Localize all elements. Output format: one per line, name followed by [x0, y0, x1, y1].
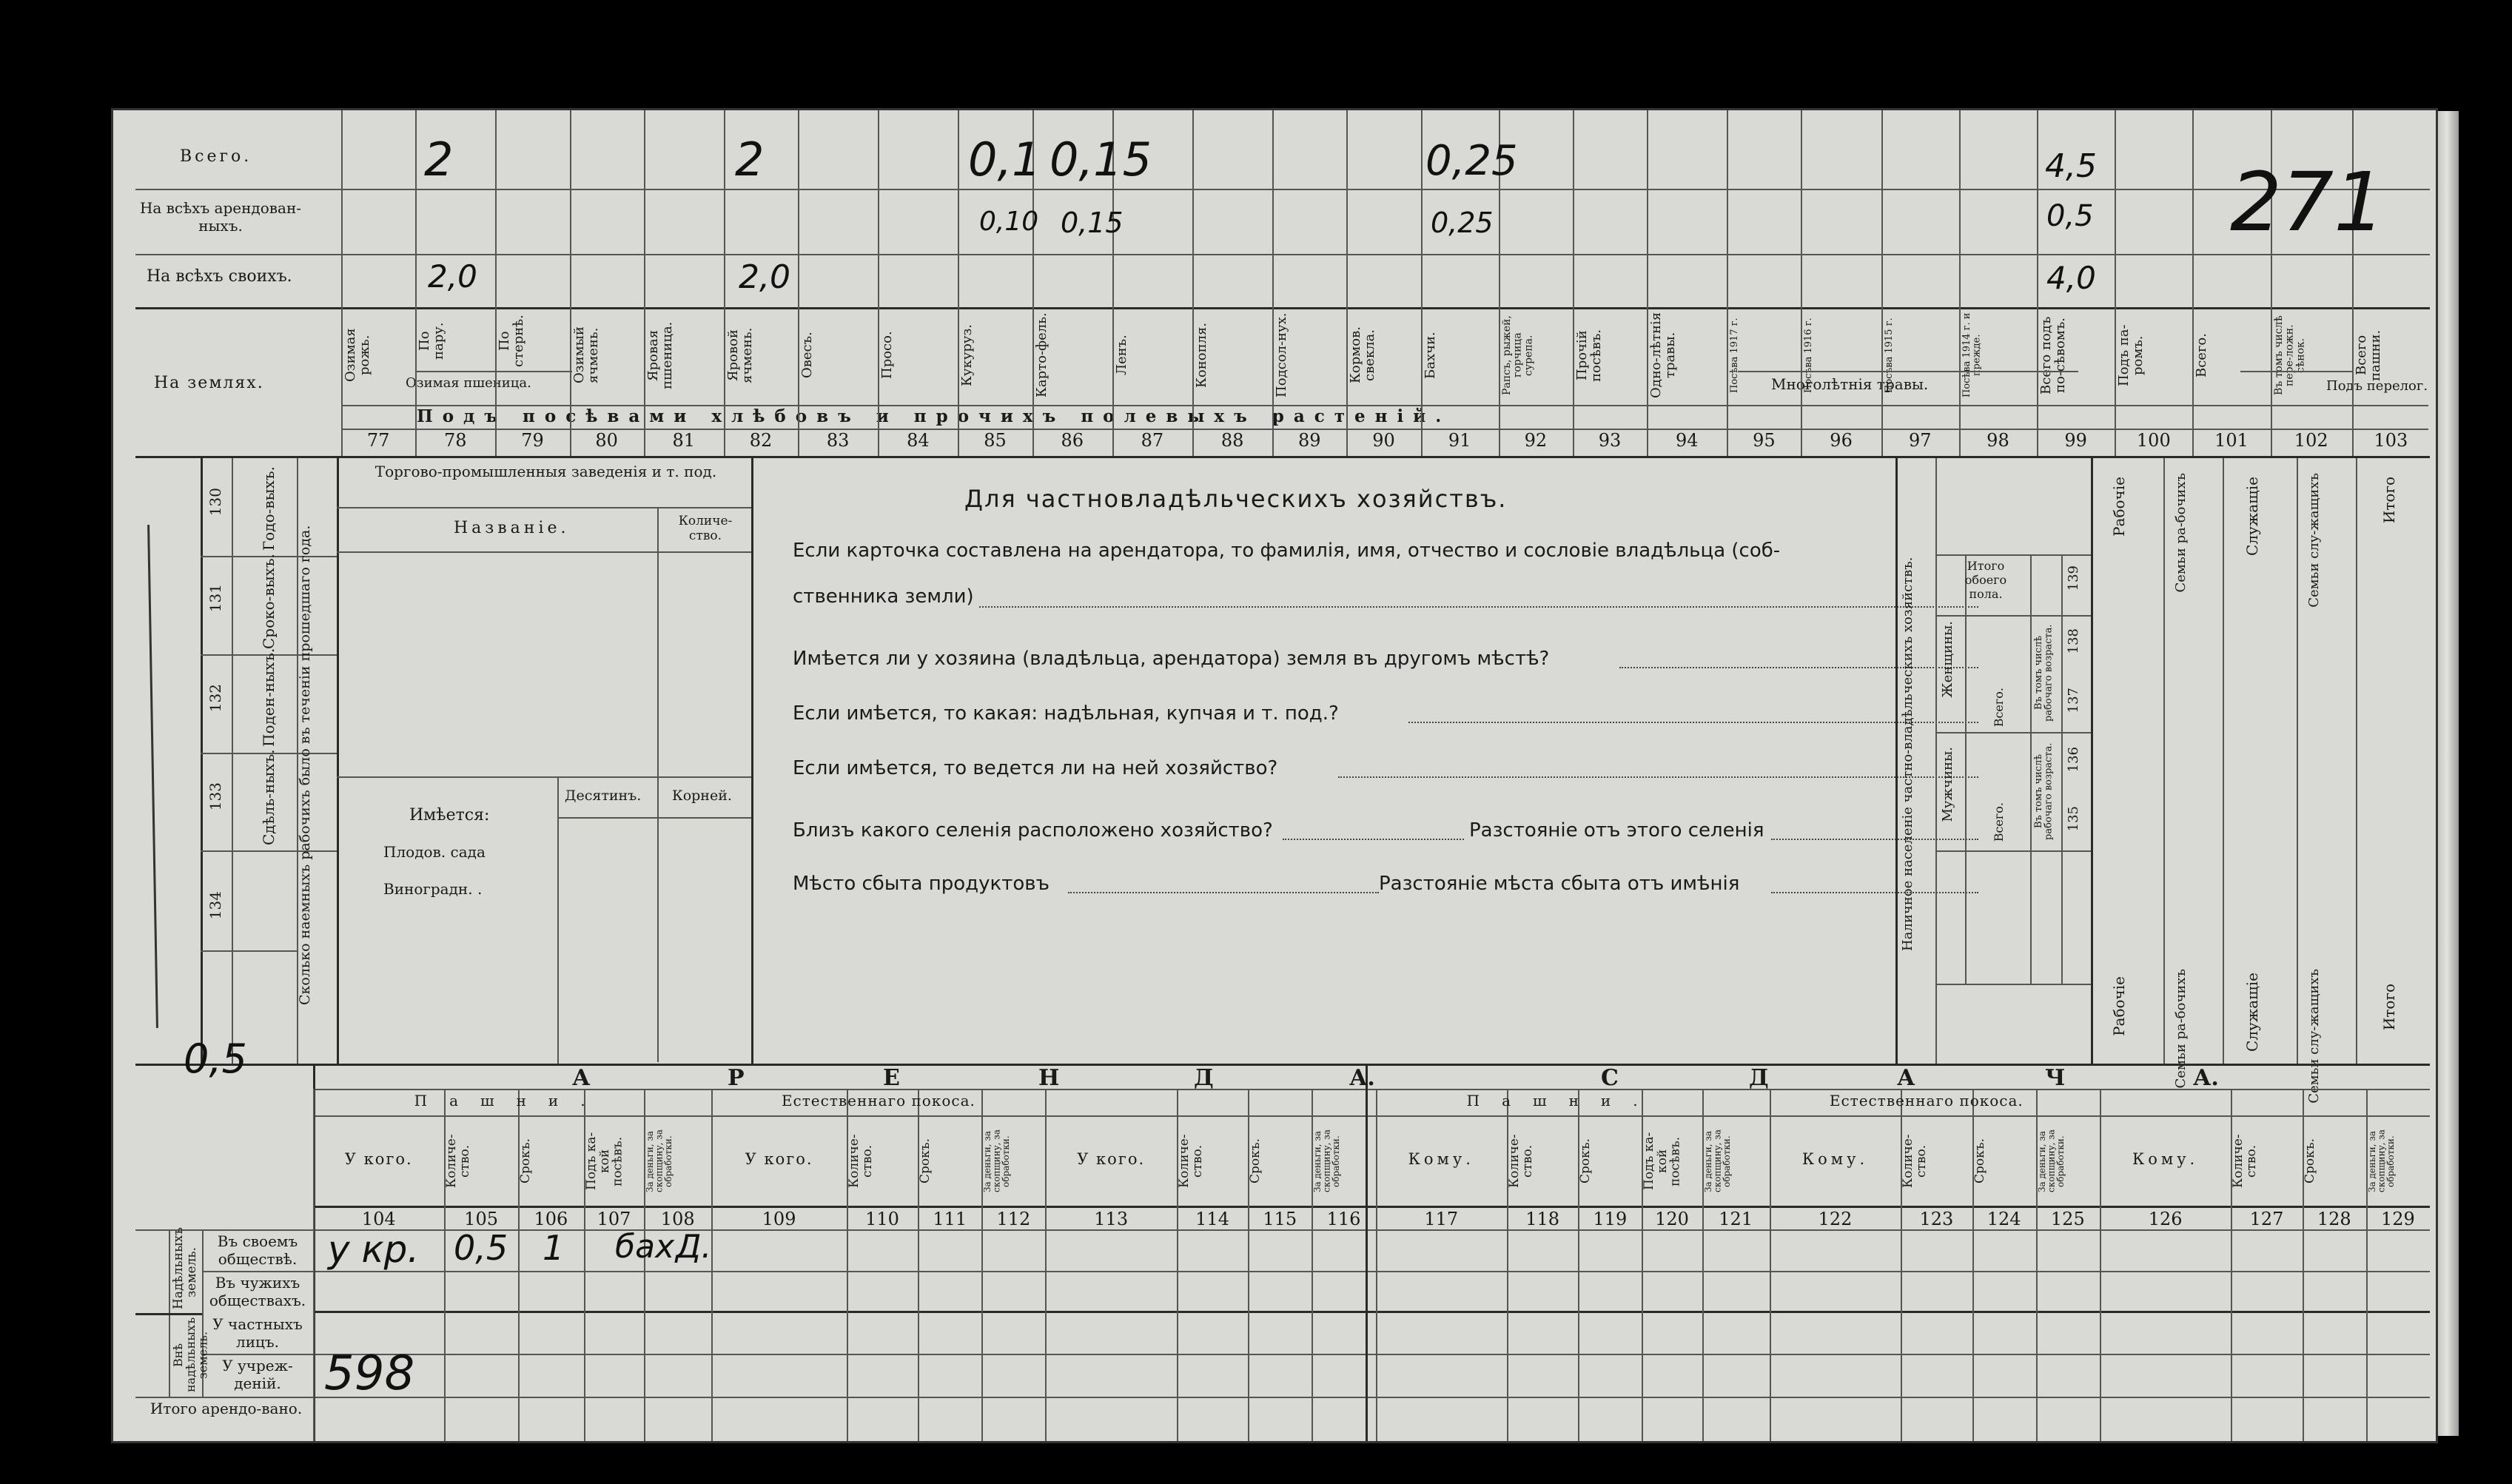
women-label: Женщины. [1940, 621, 1955, 698]
header-za_dengi-25: За деньги, за скопщину, за обработки. [2366, 1129, 2396, 1193]
header-u_kogo-5: У кого. [745, 1150, 813, 1168]
column-rule [2037, 110, 2038, 456]
rule [202, 1271, 2430, 1272]
column-number-98: 98 [1987, 430, 2009, 451]
private-title: Для частновладѣльческихъ хозяйствъ. [964, 485, 1508, 513]
answer-line-owner[interactable] [979, 606, 1978, 608]
column-number-102: 102 [2294, 430, 2328, 451]
rule [135, 189, 2430, 190]
column-rule [341, 110, 343, 456]
hw-total-bahchi: 0,25 [1425, 137, 1518, 185]
column-number-109: 109 [762, 1209, 796, 1229]
q1b: ственника земли) [793, 585, 974, 608]
answer-line-market-distance[interactable] [1771, 892, 1978, 893]
header-kolvo-19: Количе-ство. [1901, 1134, 1930, 1189]
arenda-letter-1: Р [728, 1065, 745, 1091]
hw-own-rye: 2,0 [428, 258, 477, 295]
col-annual: Годо-выхъ. [260, 466, 278, 551]
trade-qty-header: Количе-ство. [678, 514, 733, 543]
women-total: Всего. [1992, 688, 2006, 728]
q1a: Если карточка составлена на арендатора, то фамилія, имя, отчество и сословіе владѣльца (соб- [793, 540, 1781, 562]
column-number-110: 110 [865, 1209, 899, 1229]
answer-line-other-land[interactable] [1619, 667, 1978, 668]
sdacha-letter-3: Ч [2045, 1065, 2066, 1091]
header-za_dengi-4: За деньги, за скопщину, за обработки. [645, 1129, 674, 1193]
column-number-106: 106 [534, 1209, 568, 1229]
trade-name-header: Названіе. [454, 519, 570, 537]
total-top: Итого [2380, 477, 2398, 524]
column-number-108: 108 [660, 1209, 695, 1229]
rule [2091, 458, 2093, 1064]
worker-families-bottom: Семьи ра-бочихъ [2173, 969, 2189, 1089]
sdacha-letter-2: А [1897, 1065, 1915, 1091]
crop-header-25: Въ томъ числѣ пере-ложн. сѣнок. [2272, 315, 2306, 395]
crop-header-5: Яровой ячмень. [725, 327, 755, 383]
desyatin-header: Десятинъ. [565, 788, 642, 804]
crop-header-13: Кормов. свекла. [1348, 326, 1378, 384]
column-number-84: 84 [907, 430, 930, 451]
rule [232, 458, 233, 1064]
row-other-communities: Въ чужихъ обществахъ. [209, 1274, 306, 1309]
header-za_dengi-8: За деньги, за скопщину, за обработки. [982, 1129, 1012, 1193]
column-number-112: 112 [996, 1209, 1031, 1229]
vineyard-label: Виноградн. . [383, 880, 483, 898]
num-131: 131 [206, 584, 224, 613]
rule [2061, 554, 2063, 984]
crop-header-23: Подъ па-ромъ. [2116, 324, 2146, 386]
q6b: Разстояніе мѣста сбыта отъ имѣнія [1379, 873, 1740, 895]
rule [557, 776, 559, 1065]
column-rule [1770, 1089, 1771, 1441]
crop-header-24: Всего. [2194, 333, 2210, 377]
header-srok-15: Срокъ. [1578, 1138, 1593, 1184]
column-rule [1272, 110, 1274, 456]
column-rule [1346, 110, 1348, 456]
crop-header-10: Ленъ. [1113, 335, 1129, 376]
column-number-101: 101 [2214, 430, 2249, 451]
crop-header-17: Одно-лѣтнія травы. [1648, 312, 1679, 399]
header-kolvo-14: Количе-ство. [1506, 1134, 1535, 1189]
col-term: Сроко-выхъ. [260, 554, 278, 649]
column-number-118: 118 [1525, 1209, 1560, 1229]
column-rule [2192, 110, 2194, 456]
employees-top: Служащіе [2243, 477, 2261, 556]
column-number-128: 128 [2317, 1209, 2351, 1229]
hw-from-whom: у кр. [328, 1228, 420, 1271]
crop-header-11: Конопля. [1194, 322, 1210, 389]
crop-header-6: Овесъ. [799, 332, 816, 379]
column-rule [1881, 110, 1883, 456]
column-number-88: 88 [1220, 430, 1244, 451]
sdacha-letter-0: С [1601, 1065, 1619, 1091]
column-rule [1045, 1089, 1047, 1441]
rule [135, 1313, 202, 1315]
crop-header-16: Прочій посѣвъ. [1574, 329, 1604, 382]
rule [313, 1311, 2430, 1313]
census-card [111, 108, 2438, 1443]
col-daily: Поден-ныхъ. [260, 648, 278, 747]
column-number-122: 122 [1818, 1209, 1853, 1229]
crop-header-8: Кукуруз. [959, 324, 975, 387]
arenda-letter-5: А. [1349, 1065, 1375, 1091]
column-rule [878, 110, 879, 456]
q6: Мѣсто сбыта продуктовъ [793, 873, 1050, 895]
header-za_dengi-17: За деньги, за скопщину, за обработки. [1702, 1129, 1732, 1193]
rule [1935, 458, 1937, 1064]
handwritten-stroke [147, 525, 158, 1028]
hw-total-barley: 2 [735, 132, 765, 187]
column-number-83: 83 [826, 430, 850, 451]
header-za_dengi-12: За деньги, за скопщину, за обработки. [1312, 1129, 1342, 1193]
column-rule [1801, 110, 1802, 456]
group-pokos-1: Естественнаго покоса. [781, 1092, 975, 1109]
rule [135, 307, 2430, 309]
header-komu-13: Кому. [1408, 1150, 1474, 1168]
rule [557, 817, 751, 819]
column-number-114: 114 [1195, 1209, 1229, 1229]
column-number-113: 113 [1094, 1209, 1129, 1229]
rule [2240, 371, 2353, 372]
perelog-label: Подъ перелог. [2326, 378, 2428, 394]
num-135: 135 [2066, 806, 2081, 832]
row-total-leased: Итого арендо-вано. [150, 1400, 303, 1417]
men-label: Мужчины. [1940, 747, 1955, 822]
rule [313, 1206, 2430, 1208]
column-number-80: 80 [595, 430, 618, 451]
column-number-78: 78 [443, 430, 467, 451]
hired-label: Сколько наемныхъ рабочихъ было въ теченіи прошедшаго года. [297, 525, 313, 1006]
row-institutions: У учреж-деній. [222, 1357, 293, 1392]
crop-header-0: Озимая рожь. [343, 328, 372, 383]
crop-header-20: Посѣва 1915 г. [1883, 318, 1895, 393]
rule [2356, 458, 2357, 1064]
num-134: 134 [206, 891, 224, 920]
column-number-99: 99 [2064, 430, 2087, 451]
row-label-leased: На всѣхъ арендован-ныхъ. [139, 199, 302, 235]
arenda-letter-4: Д [1194, 1065, 1214, 1091]
arenda-letter-0: А [572, 1065, 591, 1091]
column-rule [644, 110, 645, 456]
rule [135, 1397, 2430, 1398]
sdacha-letter-1: Д [1749, 1065, 1769, 1091]
rule [2223, 458, 2224, 1064]
column-number-117: 117 [1424, 1209, 1459, 1229]
column-rule [958, 110, 959, 456]
worker-families-top: Семьи ра-бочихъ [2173, 473, 2189, 593]
row-label-own: На всѣхъ своихъ. [147, 267, 292, 286]
arenda-letter-2: Е [883, 1065, 900, 1091]
men-working-age: Въ томъ числѣ рабочаго возраста. [2033, 742, 2055, 840]
column-number-93: 93 [1598, 430, 1622, 451]
rule [2297, 458, 2298, 1064]
row-own-community: Въ своемъ обществѣ. [217, 1232, 298, 1268]
num-133: 133 [206, 782, 224, 811]
total-both-label: Итого обоего пола. [1964, 559, 2007, 601]
column-number-105: 105 [464, 1209, 498, 1229]
rule [337, 551, 751, 553]
num-136: 136 [2066, 747, 2081, 773]
employee-families-top: Семьи слу-жащихъ [2306, 473, 2322, 608]
column-number-107: 107 [597, 1209, 631, 1229]
crop-header-4: Яровая пшеница. [645, 321, 675, 389]
header-srok-20: Срокъ. [1972, 1138, 1987, 1184]
crop-header-7: Просо. [879, 331, 896, 380]
header-pod_kakoy-16: Подъ ка-кой посѣвъ. [1642, 1132, 1684, 1191]
header-srok-7: Срокъ. [918, 1138, 933, 1184]
hw-payment: Д. [676, 1228, 712, 1266]
num-138: 138 [2066, 628, 2081, 654]
header-srok-2: Срокъ. [517, 1138, 533, 1184]
workers-top: Рабочіе [2110, 477, 2128, 537]
crop-header-2: По стернѣ. [497, 315, 527, 368]
crop-header-14: Бахчи. [1422, 332, 1438, 379]
hw-leased-sown: 0,5 [2046, 199, 2094, 233]
korney-header: Корней. [672, 788, 732, 804]
column-number-89: 89 [1298, 430, 1321, 451]
num-137: 137 [2066, 688, 2081, 714]
has-label: Имѣется: [409, 806, 490, 825]
q2: Имѣется ли у хозяина (владѣльца, арендатора) земля въ другомъ мѣстѣ? [793, 648, 1550, 670]
column-number-100: 100 [2136, 430, 2171, 451]
page-edge [2435, 111, 2459, 1436]
group-non-allotted: Внѣ надѣльныхъ земель. [171, 1317, 210, 1392]
crop-header-22: Всего подъ по-сѣвомъ. [2038, 316, 2068, 394]
rule [1935, 732, 2091, 733]
column-number-81: 81 [672, 430, 696, 451]
hw-total-sown: 4,5 [2045, 147, 2097, 185]
rule [1935, 615, 2091, 617]
ozimaya-label: Озимая пшеница. [406, 375, 531, 391]
column-number-116: 116 [1326, 1209, 1361, 1229]
column-number-103: 103 [2374, 430, 2408, 451]
band-title: Подъ посѣвами хлѣбовъ и прочихъ полевыхъ растеній. [417, 406, 1451, 426]
hw-crop: бах [615, 1228, 675, 1266]
rule [135, 1064, 2430, 1066]
q3: Если имѣется, то какая: надѣльная, купчая и т. под.? [793, 702, 1339, 725]
employees-bottom: Служащіе [2243, 973, 2261, 1052]
column-rule [1376, 1089, 1377, 1441]
rule [1935, 554, 2091, 556]
column-rule [1421, 110, 1423, 456]
column-number-97: 97 [1908, 430, 1932, 451]
column-rule [495, 110, 497, 456]
crop-header-19: Посѣва 1916 г. [1803, 318, 1815, 393]
rule [751, 458, 753, 1064]
column-number-79: 79 [521, 430, 544, 451]
header-pod_kakoy-3: Подъ ка-кой посѣвъ. [583, 1132, 625, 1191]
column-rule [1192, 110, 1194, 456]
page-number: 271 [2230, 155, 2385, 249]
rule [1738, 371, 2078, 372]
answer-line-market[interactable] [1068, 892, 1379, 893]
arenda-letter-3: Н [1038, 1065, 1060, 1091]
crop-header-3: Озимый ячмень. [571, 326, 601, 384]
answer-line-village[interactable] [1283, 839, 1464, 840]
header-u_kogo-0: У кого. [344, 1150, 413, 1168]
column-number-86: 86 [1061, 430, 1084, 451]
rule [201, 950, 297, 952]
rule [337, 458, 339, 1064]
hw-qty: 0,5 [454, 1228, 508, 1268]
group-pashni-2: Пашни. [1466, 1092, 1660, 1109]
answer-line-land-type[interactable] [1408, 722, 1978, 723]
column-rule [1727, 110, 1728, 456]
q4: Если имѣется, то ведется ли на ней хозяйство? [793, 757, 1278, 779]
header-srok-11: Срокъ. [1248, 1138, 1263, 1184]
women-working-age: Въ томъ числѣ рабочаго возраста. [2033, 624, 2055, 722]
column-number-121: 121 [1719, 1209, 1753, 1229]
column-rule [711, 1089, 713, 1441]
column-number-82: 82 [749, 430, 773, 451]
column-rule [724, 110, 725, 456]
rule [2163, 458, 2165, 1064]
hw-leased-bahchi: 0,25 [1431, 207, 1494, 239]
column-number-119: 119 [1593, 1209, 1628, 1229]
column-number-115: 115 [1263, 1209, 1297, 1229]
hw-own-sown: 4,0 [2046, 260, 2096, 296]
hw-left-05: 0,5 [184, 1035, 247, 1082]
answer-line-farming[interactable] [1338, 776, 1978, 778]
column-number-123: 123 [1919, 1209, 1954, 1229]
column-number-129: 129 [2380, 1209, 2415, 1229]
hw-598: 598 [324, 1346, 415, 1401]
total-bottom: Итого [2380, 984, 2398, 1031]
header-za_dengi-21: За деньги, за скопщину, за обработки. [2036, 1129, 2066, 1193]
column-number-91: 91 [1448, 430, 1471, 451]
column-rule [2115, 110, 2116, 456]
rule [337, 507, 751, 508]
workers-bottom: Рабочіе [2110, 976, 2128, 1036]
hw-term: 1 [543, 1228, 565, 1268]
column-number-127: 127 [2249, 1209, 2284, 1229]
header-u_kogo-9: У кого. [1077, 1150, 1146, 1168]
column-number-87: 87 [1141, 430, 1164, 451]
column-number-92: 92 [1524, 430, 1548, 451]
rule [202, 1354, 2430, 1355]
column-number-96: 96 [1830, 430, 1853, 451]
column-rule [570, 110, 571, 456]
rule [135, 456, 2430, 458]
crop-header-1: По пару. [417, 322, 447, 360]
rule [313, 1115, 2430, 1117]
mnogolet-label: Многолѣтнія травы. [1771, 375, 1929, 393]
hw-total-rye: 2 [424, 132, 454, 187]
crop-header-15: Рапсъ, рыжей, горчица сурепа. [1500, 315, 1535, 395]
sdacha-letter-4: А. [2193, 1065, 2219, 1091]
column-number-85: 85 [984, 430, 1007, 451]
column-number-104: 104 [361, 1209, 396, 1229]
rule [657, 507, 659, 1062]
column-rule [1573, 110, 1574, 456]
presence-label: Наличное населеніе частно-владѣльческихъ хозяйствъ. [1900, 557, 1915, 952]
q5: Близъ какого селенія расположено хозяйство? [793, 819, 1273, 842]
column-number-124: 124 [1987, 1209, 2021, 1229]
row-label-lands: На землях. [154, 374, 264, 392]
row-private-persons: У частныхъ лицъ. [212, 1315, 303, 1351]
column-rule [2100, 1089, 2101, 1441]
row-label-total: Всего. [180, 147, 252, 166]
num-132: 132 [206, 684, 224, 713]
header-srok-24: Срокъ. [2302, 1138, 2317, 1184]
rule [2030, 554, 2032, 984]
column-rule [798, 110, 799, 456]
rule [417, 371, 572, 372]
hw-leased-potato: 0,15 [1061, 207, 1124, 239]
rule [1366, 1064, 1368, 1441]
rule [135, 254, 2430, 255]
rule [201, 458, 203, 1064]
column-number-125: 125 [2050, 1209, 2085, 1229]
rule [1965, 554, 1967, 984]
hw-total-potato: 0,15 [1050, 132, 1152, 187]
hw-leased-corn: 0,10 [979, 207, 1039, 237]
rule [1895, 458, 1898, 1064]
rule [1935, 850, 2091, 852]
orchard-label: Плодов. сада [383, 843, 486, 861]
col-piece: Сдѣль-ныхъ. [260, 749, 278, 845]
column-rule [1959, 110, 1961, 456]
hw-total-corn: 0,1 [968, 132, 1041, 187]
column-number-95: 95 [1753, 430, 1776, 451]
column-rule [1647, 110, 1648, 456]
employee-families-bottom: Семьи слу-жащихъ [2306, 969, 2322, 1104]
num-139: 139 [2066, 565, 2081, 591]
header-kolvo-10: Количе-ство. [1176, 1134, 1205, 1189]
trade-title: Торгово-промышленныя заведенія и т. под. [375, 463, 717, 480]
group-pashni-0: Пашни. [414, 1092, 608, 1109]
header-kolvo-6: Количе-ство. [846, 1134, 875, 1189]
group-allotted: Надѣльныхъ земель. [171, 1227, 199, 1309]
men-total: Всего. [1992, 802, 2006, 842]
hw-own-barley: 2,0 [739, 258, 790, 296]
crop-header-18: Посѣва 1917 г. [1729, 318, 1741, 393]
column-rule [415, 110, 417, 456]
column-number-111: 111 [933, 1209, 967, 1229]
q5b: Разстояніе отъ этого селенія [1469, 819, 1764, 842]
column-number-77: 77 [366, 430, 390, 451]
num-130: 130 [206, 488, 224, 517]
column-number-126: 126 [2148, 1209, 2183, 1229]
header-komu-22: Кому. [2132, 1150, 2199, 1168]
header-kolvo-23: Количе-ство. [2231, 1134, 2260, 1189]
group-pokos-3: Естественнаго покоса. [1829, 1092, 2024, 1109]
answer-line-village-distance[interactable] [1771, 839, 1978, 840]
crop-header-9: Карто-фель. [1033, 312, 1050, 398]
column-number-94: 94 [1675, 430, 1699, 451]
rule [337, 776, 751, 778]
rule [1935, 984, 2091, 985]
header-komu-18: Кому. [1801, 1150, 1869, 1168]
column-number-120: 120 [1655, 1209, 1689, 1229]
column-number-90: 90 [1372, 430, 1395, 451]
crop-header-21: Посѣва 1914 г. и прежде. [1961, 312, 1983, 398]
header-kolvo-1: Количе-ство. [444, 1134, 473, 1189]
crop-header-26: Всего пашни. [2353, 329, 2383, 381]
crop-header-12: Подсол-нух. [1274, 312, 1290, 398]
column-rule [313, 1089, 315, 1441]
